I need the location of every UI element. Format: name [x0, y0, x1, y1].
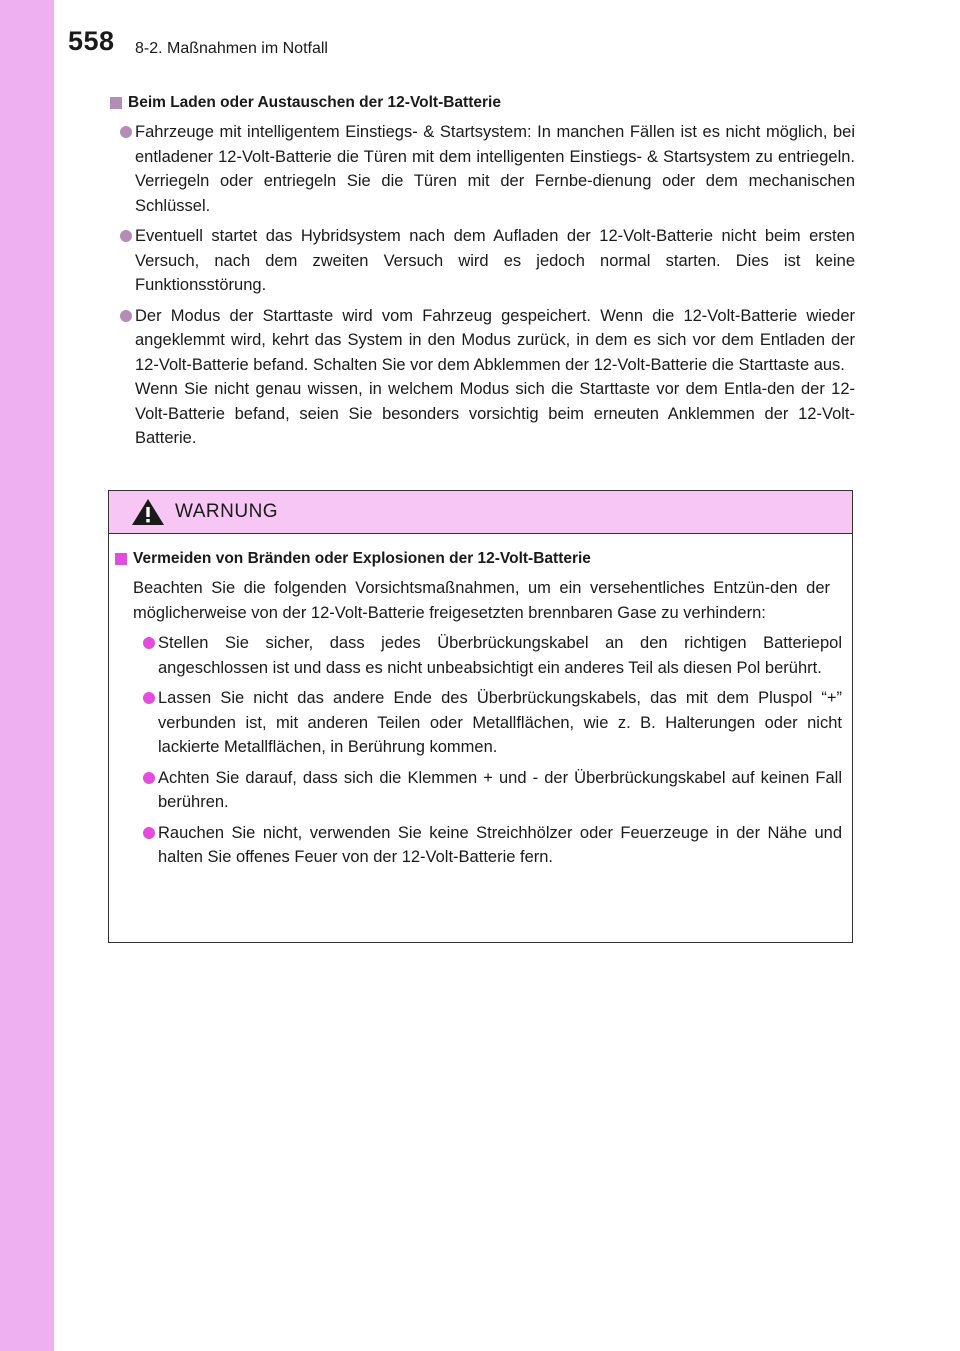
round-bullet-icon [143, 637, 155, 649]
warning-list-item-text: Achten Sie darauf, dass sich die Klemmen + und - der Überbrückungskabel auf keinen Fall berühren. [158, 768, 842, 811]
square-bullet-icon [115, 553, 127, 565]
round-bullet-icon [120, 230, 132, 242]
warning-list-item-text: Lassen Sie nicht das andere Ende des Überbrückungskabels, das mit dem Pluspol “+” verbunden ist, mit anderen Teilen oder Metallflächen, wie z. B. Halterungen oder nicht lackierte Metallflächen, in Berührung kommen. [158, 689, 842, 756]
round-bullet-icon [143, 827, 155, 839]
section-heading [110, 92, 855, 114]
warning-list-item-text: Stellen Sie sicher, dass jedes Überbrückungskabel an den richtigen Batteriepol angeschlossen ist und dass es nicht unbeabsichtigt ein anderes Teil als diesen Pol berührt. [158, 634, 842, 677]
warning-box [108, 490, 853, 943]
main-content [110, 92, 855, 451]
warning-header [109, 491, 852, 534]
round-bullet-icon [143, 772, 155, 784]
round-bullet-icon [120, 126, 132, 138]
warning-title: WARNUNG [175, 501, 279, 522]
list-item-text: Der Modus der Starttaste wird vom Fahrzeug gespeichert. Wenn die 12-Volt-Batterie wieder angeklemmt wird, kehrt das System in den Modus zurück, in dem es sich vor dem Entladen der 12-Volt-Batterie befand. Schalten Sie vor dem Abklemmen der 12-Volt-Batterie die Starttaste aus. [135, 306, 855, 374]
warning-list-item [133, 686, 842, 760]
round-bullet-icon [120, 310, 132, 322]
list-item-text: Fahrzeuge mit intelligentem Einstiegs- & Startsystem: In manchen Fällen ist es nicht möglich, bei entladener 12-Volt-Batterie die Türen mit dem intelligenten Einstiegs- & Startsystem zu entriegeln. Verriegeln oder entriegeln Sie die Türen mit der Fernbe-dienung oder dem mechanischen Schlüssel. [135, 123, 855, 215]
list-item-continuation: Wenn Sie nicht genau wissen, in welchem Modus sich die Starttaste vor dem Entla-den der 12-Volt-Batterie befand, seien Sie besonders vorsichtig beim erneuten Anklemmen der 12-Volt-Batterie. [135, 380, 855, 447]
round-bullet-icon [143, 692, 155, 704]
warning-list-item-text: Rauchen Sie nicht, verwenden Sie keine Streichhölzer oder Feuerzeuge in der Nähe und halten Sie offenes Feuer von der 12-Volt-Batterie fern. [158, 823, 842, 866]
warning-list-item [133, 631, 842, 680]
warning-triangle-icon [131, 498, 165, 526]
warning-heading [115, 548, 842, 570]
warning-heading-text: Vermeiden von Bränden oder Explosionen der 12-Volt-Batterie [133, 550, 591, 567]
list-item [110, 120, 855, 218]
square-bullet-icon [110, 97, 122, 109]
list-item [110, 304, 855, 451]
list-item-text: Eventuell startet das Hybridsystem nach dem Aufladen der 12-Volt-Batterie nicht beim ersten Versuch, nach dem zweiten Versuch wird es jedoch normal starten. Dies ist keine Funktionsstörung. [135, 227, 855, 294]
list-item [110, 224, 855, 298]
warning-intro: Beachten Sie die folgenden Vorsichtsmaßnahmen, um ein versehentliches Entzün-den der möglicherweise von der 12-Volt-Batterie freigesetzten brennbaren Gase zu verhindern: [133, 579, 830, 622]
warning-list-item [133, 821, 842, 870]
warning-list-item [133, 766, 842, 815]
warning-body [109, 534, 852, 870]
section-heading-text: Beim Laden oder Austauschen der 12-Volt-Batterie [128, 94, 501, 111]
side-tab-strip [0, 0, 54, 1351]
section-title: 8-2. Maßnahmen im Notfall [135, 40, 328, 57]
page-number: 558 [68, 26, 115, 56]
